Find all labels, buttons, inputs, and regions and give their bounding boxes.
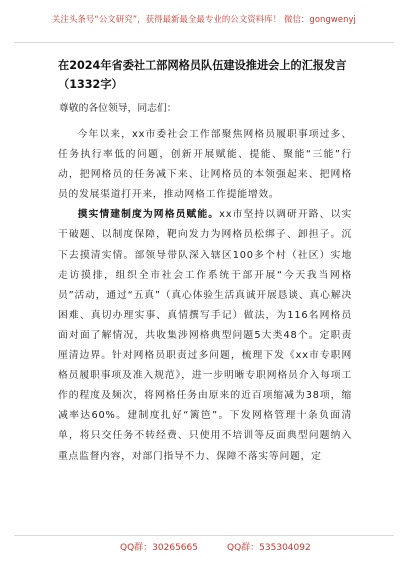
paragraph-intro: 今年以来，xx市委社会工作部聚焦网格员履职事项过多、任务执行率低的问题，创新开展赋能、提能、聚能“三能”行动，把网格员的任务减下来、让网格员的本领强起来、把网格员的发展渠道打开来，推动网格工作提能增效。 [58,129,352,201]
header-divider [14,42,394,43]
document-title: 在2024年省委社工部网格员队伍建设推进会上的汇报发言（1332字） [58,59,347,91]
salutation: 尊敬的各位领导，同志们： [59,103,177,114]
footer-qq-group-2: QQ群：535304092 [227,543,311,553]
footer-qq-group-1: QQ群：30265665 [120,543,198,553]
section-body: xx市坚持以调研开路、以实干破题、以制度保障，靶向发力为网格员松绑子、卸担子。沉下去摸清实情。部领导带队深入辖区100多个村（社区）实地走访摸排，组织全市社会工作系统干部开展“今天我当网格员”活动，通过“五真”（真心体验生活真诚开展恳谈、真心解决困难、真切办理实事、真情撰写手记）做法，为116名网格员面对面了解情况，共收集涉网格典型问题5大类48个。定职责厘清边界。针对网格员职责过多问题，梳理下发《xx市专职网格员履职事项及准入规范》，进一步明晰专职网格员介入每项工作的程度及频次，将网格任务由原来的近百项缩减为38项，缩减率达60%。建制度扎好“篱笆”。下发网格管理十条负面清单，将只交任务不转经费、只使用不培训等反面典型问题纳入重点监督内容，对部门指导不力、保障不落实等问题，定 [58,209,352,462]
header-banner: 关注头条号“公文研究”，获得最新最全最专业的公文资料库！ 微信：gongwenyj [52,14,356,24]
paragraph-section-1 [58,205,352,466]
section-heading: 摸实情建制度为网格员赋能。 [77,209,220,221]
document-body [58,125,352,467]
footer-divider [14,535,394,536]
